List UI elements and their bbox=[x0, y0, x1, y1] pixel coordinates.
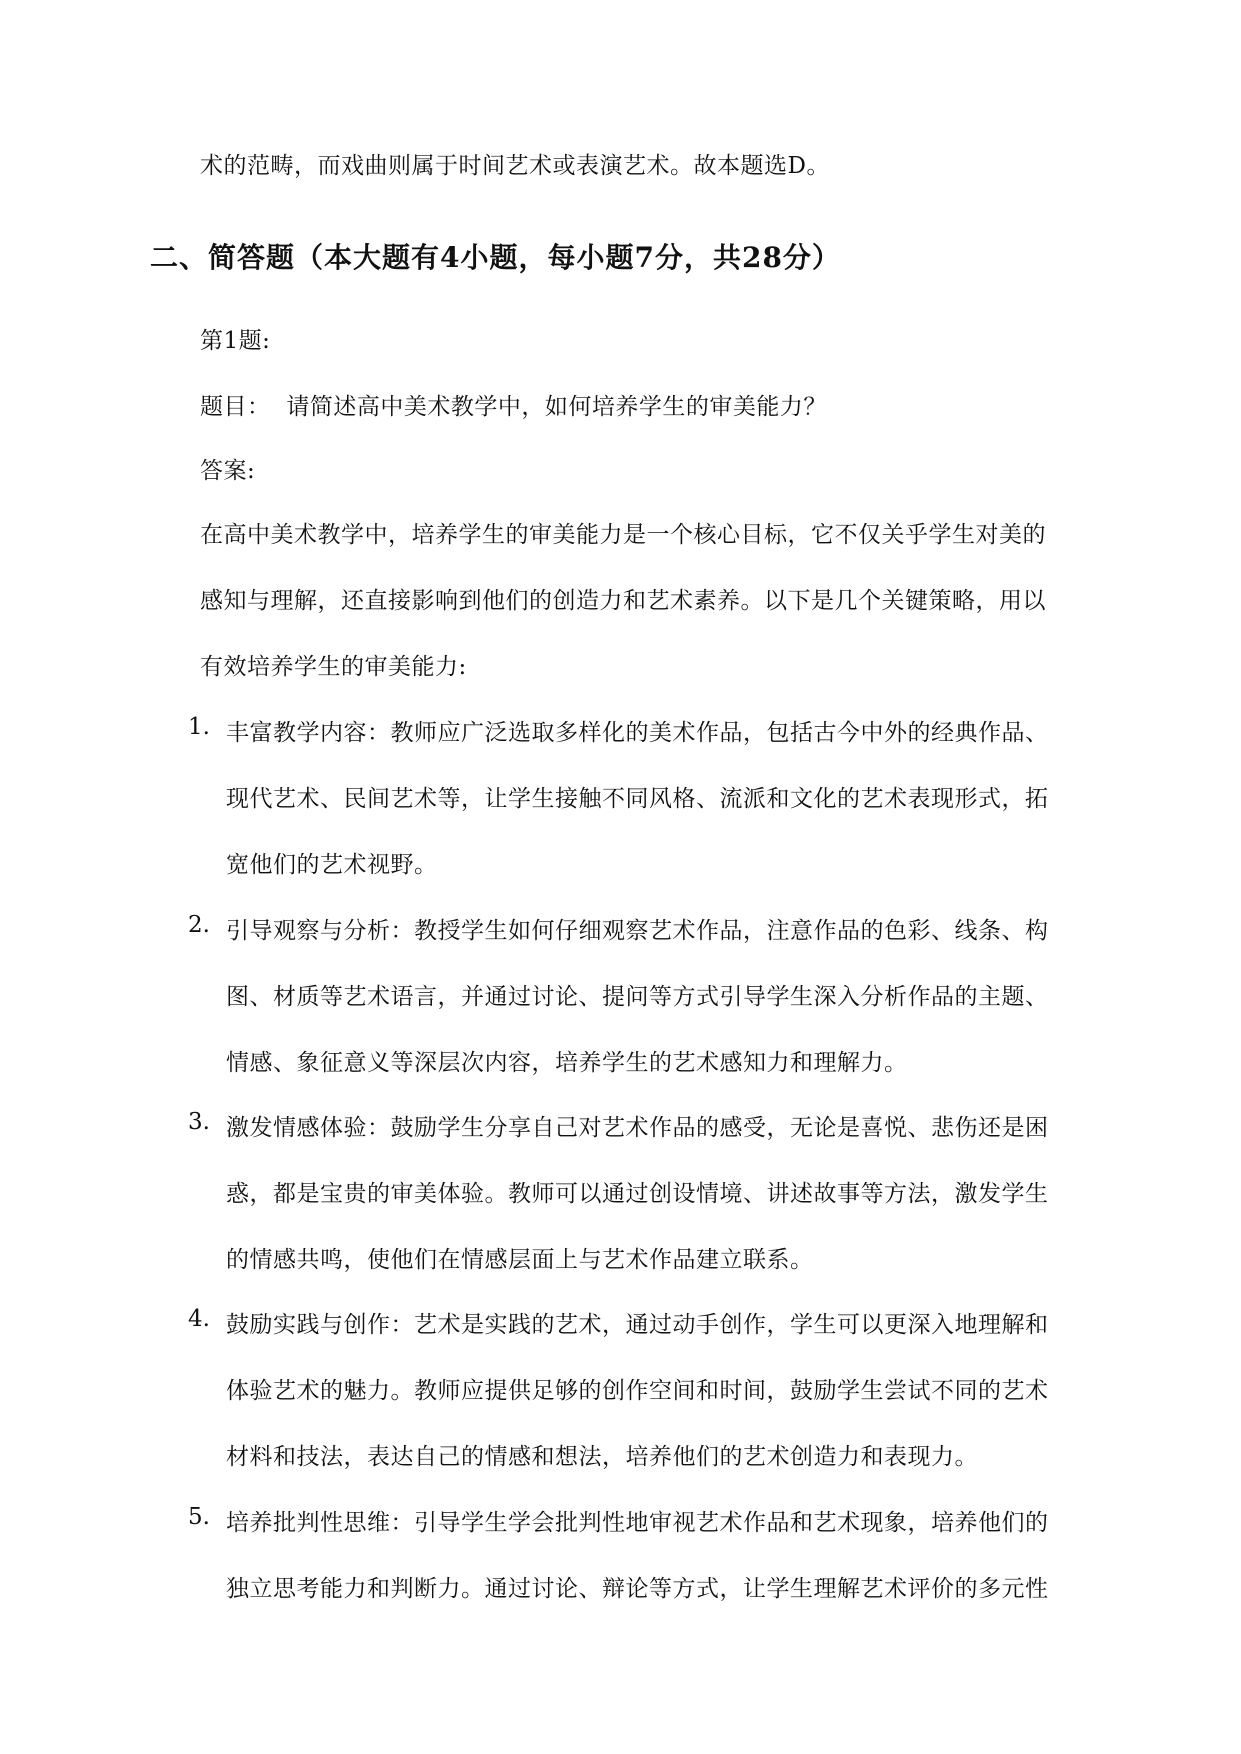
intro-line: 感知与理解，还直接影响到他们的创造力和艺术素养。以下是几个关键策略，用以 bbox=[200, 588, 1046, 614]
list-item-line: 丰富教学内容：教师应广泛选取多样化的美术作品，包括古今中外的经典作品、 bbox=[226, 720, 1049, 746]
list-item-line: 引导观察与分析：教授学生如何仔细观察艺术作品，注意作品的色彩、线条、构 bbox=[226, 918, 1049, 944]
question-prompt bbox=[200, 388, 827, 421]
list-item-line: 惑，都是宝贵的审美体验。教师可以通过创设情境、讲述故事等方法，激发学生 bbox=[226, 1181, 1049, 1207]
list-number: 1. bbox=[188, 714, 210, 740]
list-item-line: 独立思考能力和判断力。通过讨论、辩论等方式，让学生理解艺术评价的多元性 bbox=[226, 1576, 1049, 1602]
prompt-text: 请简述高中美术教学中，如何培养学生的审美能力？ bbox=[286, 394, 827, 420]
intro-line: 在高中美术教学中，培养学生的审美能力是一个核心目标，它不仅关乎学生对美的 bbox=[200, 522, 1046, 548]
list-item-line: 鼓励实践与创作：艺术是实践的艺术，通过动手创作，学生可以更深入地理解和 bbox=[226, 1312, 1049, 1338]
section-heading: 二、简答题（本大题有4小题，每小题7分，共28分） bbox=[150, 241, 841, 274]
list-item-line: 现代艺术、民间艺术等，让学生接触不同风格、流派和文化的艺术表现形式，拓 bbox=[226, 786, 1049, 812]
intro-line: 有效培养学生的审美能力: bbox=[200, 654, 467, 680]
question-label: 第1题: bbox=[200, 328, 271, 354]
list-item-line: 体验艺术的魅力。教师应提供足够的创作空间和时间，鼓励学生尝试不同的艺术 bbox=[226, 1378, 1049, 1404]
list-item-line: 激发情感体验：鼓励学生分享自己对艺术作品的感受，无论是喜悦、悲伤还是困 bbox=[226, 1115, 1049, 1141]
list-item-line: 的情感共鸣，使他们在情感层面上与艺术作品建立联系。 bbox=[226, 1247, 814, 1273]
prompt-label: 题目： bbox=[200, 394, 271, 420]
list-number: 3. bbox=[188, 1109, 210, 1135]
list-item-line: 材料和技法，表达自己的情感和想法，培养他们的艺术创造力和表现力。 bbox=[226, 1444, 978, 1470]
list-item-line: 图、材质等艺术语言，并通过讨论、提问等方式引导学生深入分析作品的主题、 bbox=[226, 984, 1049, 1010]
list-number: 5. bbox=[188, 1504, 210, 1530]
list-item-line: 培养批判性思维：引导学生学会批判性地审视艺术作品和艺术现象，培养他们的 bbox=[226, 1510, 1049, 1536]
list-number: 4. bbox=[188, 1306, 210, 1332]
list-number: 2. bbox=[188, 912, 210, 938]
continuation-text: 术的范畴，而戏曲则属于时间艺术或表演艺术。故本题选D。 bbox=[200, 153, 830, 179]
list-item-line: 情感、象征意义等深层次内容，培养学生的艺术感知力和理解力。 bbox=[226, 1050, 908, 1076]
list-item-line: 宽他们的艺术视野。 bbox=[226, 852, 438, 878]
answer-label: 答案: bbox=[200, 458, 256, 484]
